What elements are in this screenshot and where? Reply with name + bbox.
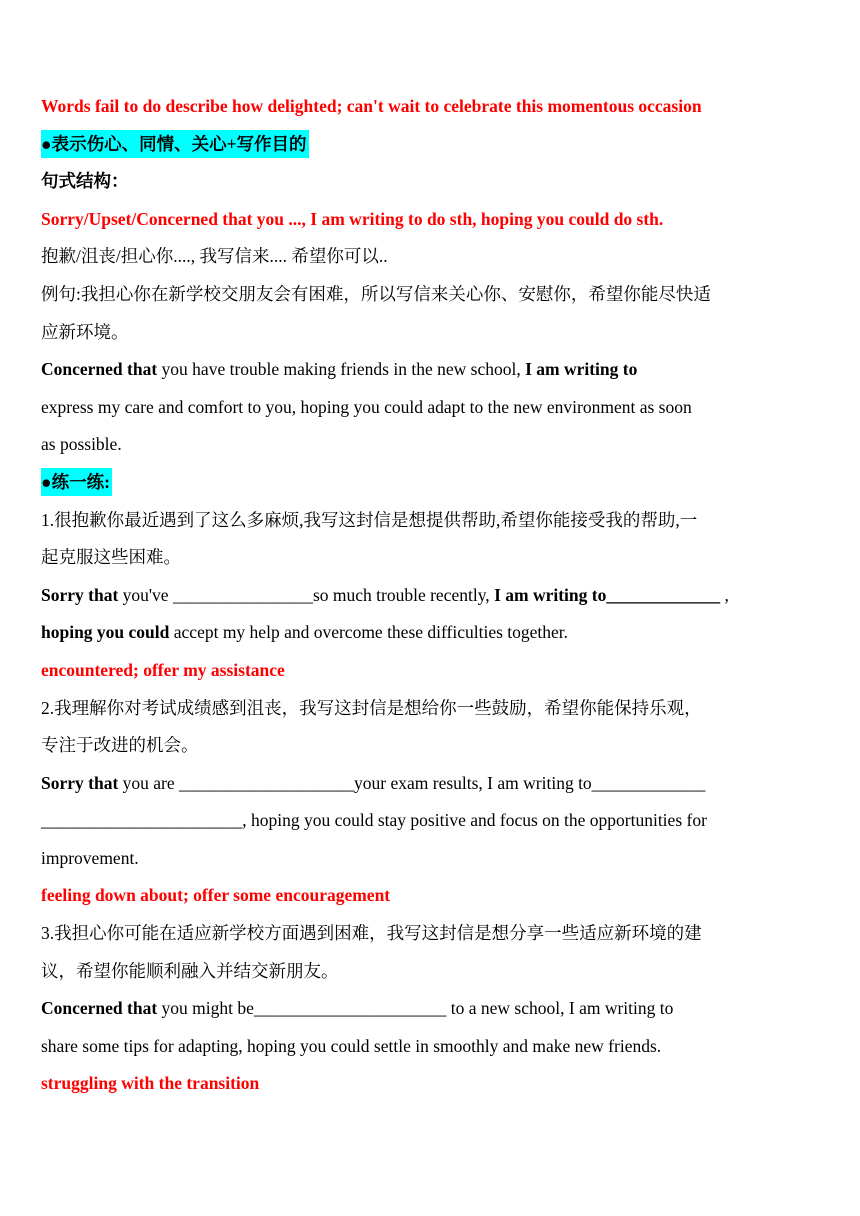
exercise-1-english-line-2: hoping you could accept my help and overcome these difficulties together. [41,622,569,643]
exercise-3-english-line-2: share some tips for adapting, hoping you could settle in smoothly and make new friends. [41,1035,662,1056]
example-english-line-3: as possible. [41,434,122,455]
example-chinese-line-1: 例句:我担心你在新学校交朋友会有困难，所以写信来关心你、安慰你，希望你能尽快适 [41,283,711,304]
example-english-line-1: Concerned that you have trouble making friends in the new school, I am writing to [41,359,638,380]
exercise-1-english-line-1: Sorry that you've ________________so much trouble recently, I am writing to_____________ , [41,584,729,605]
pattern-translation: 抱歉/沮丧/担心你...., 我写信来.... 希望你可以.. [41,246,388,267]
exercise-1-answer: encountered; offer my assistance [41,659,285,680]
exercise-3-chinese-line-2: 议，希望你能顺利融入并结交新朋友。 [41,960,339,981]
practice-heading: ●练一练: [41,464,815,502]
exercise-2-answer: feeling down about; offer some encouragement [41,885,391,906]
exercise-3-chinese-line-1: 3.我担心你可能在适应新学校方面遇到困难，我写这封信是想分享一些适应新环境的建 [41,923,702,944]
sentence-pattern: Sorry/Upset/Concerned that you ..., I am writing to do sth, hoping you could do sth. [41,208,664,229]
exercise-2-english-line-3: improvement. [41,847,139,868]
exercise-1-chinese-line-1: 1.很抱歉你最近遇到了这么多麻烦,我写这封信是想提供帮助,希望你能接受我的帮助,一 [41,509,698,530]
example-chinese-line-2: 应新环境。 [41,321,129,342]
exercise-3-answer: struggling with the transition [41,1073,260,1094]
sample-sentence-red: Words fail to do describe how delighted; can't wait to celebrate this momentous occasion [41,96,702,116]
sentence-structure-label: 句式结构： [41,171,129,192]
exercise-2-chinese-line-2: 专注于改进的机会。 [41,735,199,756]
exercise-3-english-line-1: Concerned that you might be______________________ to a new school, I am writing to [41,998,674,1019]
document-body [41,88,815,1103]
example-english-line-2: express my care and comfort to you, hoping you could adapt to the new environment as soon [41,396,692,417]
exercise-2-english-line-1: Sorry that you are ____________________your exam results, I am writing to_____________ [41,772,706,793]
section-heading-sympathy: ●表示伤心、同情、关心+写作目的 [41,126,815,164]
exercise-2-english-line-2: _______________________, hoping you could stay positive and focus on the opportunities for [41,810,707,831]
exercise-1-chinese-line-2: 起克服这些困难。 [41,547,181,568]
exercise-2-chinese-line-1: 2.我理解你对考试成绩感到沮丧，我写这封信是想给你一些鼓励，希望你能保持乐观， [41,697,702,718]
